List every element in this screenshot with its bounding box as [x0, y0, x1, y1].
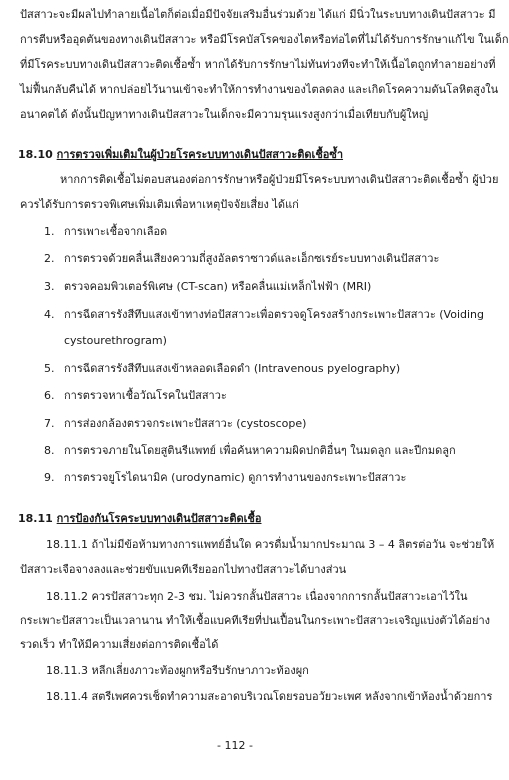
list-item-text: การตรวจยูโรไดนามิค (urodynamic) ดูการทำงานของกระเพาะปัสสาวะ: [64, 471, 407, 484]
paragraph-18111-line-1: 18.11.1 ถ้าไม่มีข้อห้ามทางการแพทย์อื่นใด ควรดื่มน้ำมากประมาณ 3 – 4 ลิตรต่อวัน จะช่วยให้: [46, 538, 495, 551]
list-item-text: การตรวจภายในโดยสูตินรีแพทย์ เพื่อค้นหาความผิดปกติอื่นๆ ในมดลูก และปีกมดลูก: [64, 444, 456, 457]
list-item-text: cystourethrogram): [64, 334, 167, 347]
intro-line-1: ปัสสาวะจะมีผลไปทำลายเนื้อไตก็ต่อเมื่อมีปัจจัยเสริมอื่นร่วมด้วย ได้แก่ มีนิ่วในระบบทางเดินปัสสาวะ มี: [20, 8, 496, 21]
list-item-continuation: [44, 334, 452, 348]
intro-line-3: ที่มีโรคระบบทางเดินปัสสาวะติดเชื้อซ้ำ หากได้รับการรักษาไม่ทันท่วงทีจะทำให้เนื้อไตถูกทำลายอย่างที่: [20, 58, 496, 71]
list-item-number: 4.: [44, 308, 55, 321]
section-1811-number: 18.11: [18, 512, 53, 525]
section-1810-number: 18.10: [18, 148, 53, 161]
list-item-number: 7.: [44, 417, 55, 430]
paragraph-18112-line-1: 18.11.2 ควรปัสสาวะทุก 2-3 ชม. ไม่ควรกลั้นปัสสาวะ เนื่องจากการกลั้นปัสสาวะเอาไว้ใน: [46, 590, 468, 603]
section-1810-intro-1: หากการติดเชื้อไม่ตอบสนองต่อการรักษาหรือผู้ป่วยมีโรคระบบทางเดินปัสสาวะติดเชื้อซ้ำ ผู้ป่วย: [60, 173, 499, 186]
list-item-text: การตรวจด้วยคลื่นเสียงความถี่สูงอัลตราซาวด์และเอ็กซเรย์ระบบทางเดินปัสสาวะ: [64, 252, 440, 265]
list-item-text: ตรวจคอมพิวเตอร์พิเศษ (CT-scan) หรือคลื่นแม่เหล็กไฟฟ้า (MRI): [64, 280, 372, 293]
section-1810-title: การตรวจเพิ่มเติมในผู้ป่วยโรคระบบทางเดินปัสสาวะติดเชื้อซ้ำ: [56, 148, 344, 161]
list-item-number: 6.: [44, 389, 55, 402]
list-item: [44, 252, 452, 266]
intro-line-5: อนาคตได้ ดังนั้นปัญหาทางเดินปัสสาวะในเด็กจะมีความรุนแรงสูงกว่าเมื่อเทียบกับผู้ใหญ่: [20, 108, 429, 121]
paragraph-18113: 18.11.3 หลีกเลี่ยงภาวะท้องผูกหรือรีบรักษาภาวะท้องผูก: [46, 664, 309, 677]
list-item-text: การฉีดสารรังสีทึบแสงเข้าทางท่อปัสสาวะเพื่อตรวจดูโครงสร้างกระเพาะปัสสาวะ (Voiding: [64, 308, 484, 321]
paragraph-18112-line-2: กระเพาะปัสสาวะเป็นเวลานาน ทำให้เชื้อแบคทีเรียที่ปนเปื้อนในกระเพาะปัสสาวะเจริญแบ่งตัวได้อย่าง: [20, 614, 491, 627]
paragraph-18111-line-2: ปัสสาวะเจือจางลงและช่วยขับแบคทีเรียออกไปทางปัสสาวะได้บางส่วน: [20, 563, 347, 576]
intro-line-2: การตีบหรืออุดตันของทางเดินปัสสาวะ หรือมีโรคบัสโรคของไตหรือท่อไตที่ไม่ได้รับการรักษาแก้ไข ในเด็ก: [20, 33, 509, 46]
section-1811-heading: [18, 512, 262, 526]
list-item-text: การฉีดสารรังสีทึบแสงเข้าหลอดเลือดดำ (Intravenous pyelography): [64, 362, 401, 375]
list-item-number: 2.: [44, 252, 55, 265]
page-number: - 112 -: [217, 739, 253, 752]
paragraph-18112-line-3: รวดเร็ว ทำให้มีความเสี่ยงต่อการติดเชื้อได้: [20, 638, 219, 651]
section-1810-heading: [18, 148, 343, 162]
list-item: [44, 417, 452, 431]
list-item-number: 3.: [44, 280, 55, 293]
list-item-text: การตรวจหาเชื้อวัณโรคในปัสสาวะ: [64, 389, 227, 402]
list-item-text: การเพาะเชื้อจากเลือด: [64, 225, 168, 238]
list-item: [44, 225, 452, 239]
list-item: [44, 308, 484, 322]
list-item-number: 9.: [44, 471, 55, 484]
list-item-number: 1.: [44, 225, 55, 238]
list-item: [44, 471, 452, 485]
section-1811-title: การป้องกันโรคระบบทางเดินปัสสาวะติดเชื้อ: [56, 512, 262, 525]
list-item: [44, 280, 452, 294]
list-item: [44, 389, 452, 403]
list-item: [44, 362, 452, 376]
list-item-text: การส่องกล้องตรวจกระเพาะปัสสาวะ (cystoscope): [64, 417, 307, 430]
list-item: [44, 444, 456, 458]
list-item-number: 5.: [44, 362, 55, 375]
intro-line-4: ไม่ฟื้นกลับคืนได้ หากปล่อยไว้นานเข้าจะทำให้การทำงานของไตลดลง และเกิดโรคความดันโลหิตสูงใน: [20, 83, 499, 96]
section-1810-intro-2: ควรได้รับการตรวจพิเศษเพิ่มเติมเพื่อหาเหตุปัจจัยเสี่ยง ได้แก่: [20, 198, 299, 211]
list-item-number: 8.: [44, 444, 55, 457]
paragraph-18114-line-1: 18.11.4 สตรีเพศควรเช็ดทำความสะอาดบริเวณโดยรอบอวัยวะเพศ หลังจากเข้าห้องน้ำด้วยการ: [46, 690, 493, 703]
